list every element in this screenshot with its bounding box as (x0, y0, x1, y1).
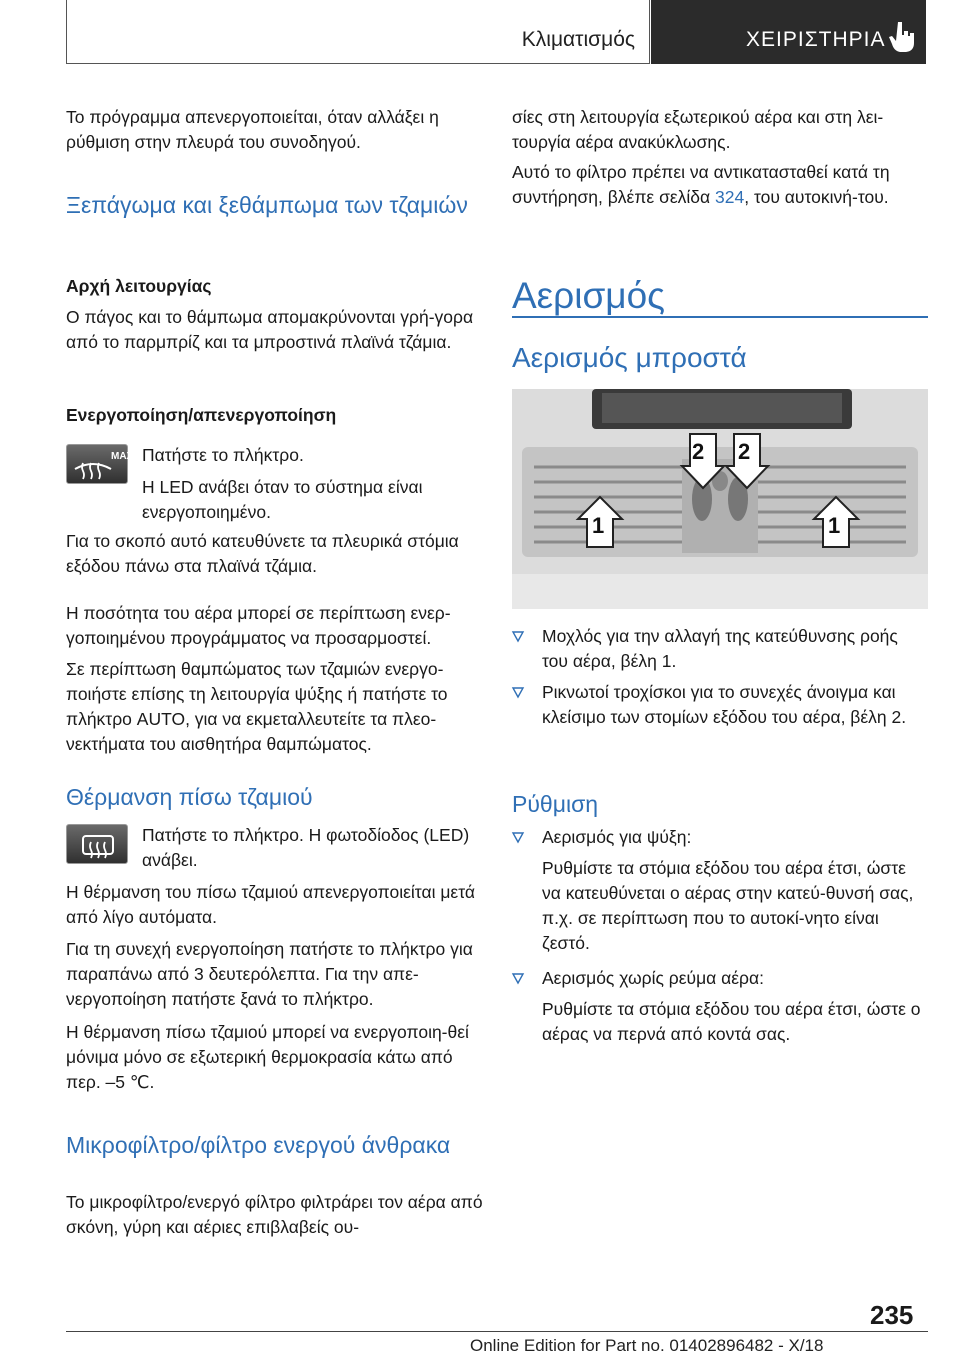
chapter-title: Αερισμός (512, 275, 666, 316)
adjust-heading: Ρύθμιση (512, 791, 599, 817)
edition-footer: Online Edition for Part no. 01402896482 - X/18 (470, 1336, 824, 1355)
press-button-text: Πατήστε το πλήκτρο. (142, 445, 304, 465)
bullet-thumbwheel-text: Ρικνωτοί τροχίσκοι για το συνεχές άνοιγμα και κλείσιμο των στομίων εξόδου του αέρα, βέλη 2. (542, 682, 907, 727)
list-item (512, 624, 928, 674)
svg-text:2: 2 (692, 439, 705, 464)
cooling-title: Αερισμός για ψύξη: (542, 827, 692, 847)
triangle-bullet-icon (512, 972, 524, 984)
svg-text:2: 2 (738, 439, 751, 464)
running-header (66, 0, 650, 64)
rear-defrost-button-image (66, 824, 128, 864)
list-item (512, 825, 928, 850)
max-label: MAX (111, 451, 134, 462)
list-item (512, 680, 928, 730)
front-ventilation-heading: Αερισμός μπροστά (512, 342, 747, 373)
filter-text: Το μικροφίλτρο/ενεργό φίλτρο φιλτράρει τον αέρα από σκόνη, γύρη και αέριες επιβλαβείς ου- (66, 1192, 483, 1237)
page-number: 235 (870, 1300, 914, 1330)
filter-replace-text (512, 160, 928, 210)
led-text: Η LED ανάβει όταν το σύστημα είναι ενεργοποιημένο. (142, 477, 423, 522)
rear-press-text: Πατήστε το πλήκτρο. Η φωτοδίοδος (LED) ανάβει. (142, 825, 470, 870)
defrost-heading: Ξεπάγωμα και ξεθάμπωμα των τζαμιών (66, 192, 468, 218)
list-item (512, 966, 928, 991)
rear-auto-off-text: Η θέρμανση του πίσω τζαμιού απενεργοποιείται μετά από λίγο αυτόματα. (66, 882, 475, 927)
header-manual-tab (651, 0, 926, 64)
footer-rule (66, 1331, 928, 1332)
triangle-bullet-icon (512, 831, 524, 843)
page-reference-link[interactable]: 324 (715, 187, 745, 207)
filter-replace-post: , του αυτοκινή-του. (744, 187, 889, 207)
intro-paragraph: Το πρόγραμμα απενεργοποιείται, όταν αλλάξει η ρύθμιση στην πλευρά του συνοδηγού. (66, 107, 439, 152)
header-manual-label: ΧΕΙΡΙΣΤΗΡΙΑ (746, 28, 886, 51)
activation-heading: Ενεργοποίηση/απενεργοποίηση (66, 405, 337, 425)
triangle-bullet-icon (512, 686, 524, 698)
max-defrost-button-image (66, 444, 134, 484)
chapter-rule (512, 316, 928, 318)
rear-window-heading: Θέρμανση πίσω τζαμιού (66, 784, 313, 810)
nodraft-text: Ρυθμίστε τα στόμια εξόδου του αέρα έτσι, ώστε ο αέρας να περνά από κοντά σας. (542, 999, 921, 1044)
svg-text:1: 1 (828, 513, 841, 538)
cooling-text: Ρυθμίστε τα στόμια εξόδου του αέρα έτσι, ώστε να κατευθύνεται ο αέρας στην κατεύ-θυνσή σας, π.χ. σε περίπτωση που το αυτοκί-νητο είναι ζεστό. (542, 858, 914, 953)
rear-permanent-text: Η θέρμανση πίσω τζαμιού μπορεί να ενεργοποιη-θεί μόνιμα μόνο σε εξωτερική θερμοκρασία κάτω από περ. –5 ℃. (66, 1022, 469, 1092)
fog-sensor-text: Σε περίπτωση θαμπώματος των τζαμιών ενεργο-ποιήστε επίσης τη λειτουργία ψύξης ή πατήστε το πλήκτρο AUTO, για να εκμεταλλευτείτε τα πλεο-νεκτήματα του αισθητήρα θαμπώματος. (66, 659, 448, 754)
bullet-lever-text: Μοχλός για την αλλαγή της κατεύθυνσης ροής του αέρα, βέλη 1. (542, 626, 898, 671)
header-section-title: Κλιματισμός (521, 28, 635, 51)
pointing-hand-icon (888, 20, 918, 54)
principle-paragraph: Ο πάγος και το θάμπωμα απομακρύνονται γρή-γορα από το παρμπρίζ και τα μπροστινά πλαϊνά τζάμια. (66, 307, 474, 352)
filter-heading: Μικροφίλτρο/φίλτρο ενεργού άνθρακα (66, 1132, 451, 1158)
rear-window-defrost-icon (67, 825, 129, 865)
filter-replace-pre: Αυτό το φίλτρο πρέπει να αντικατασταθεί κατά τη συντήρηση, βλέπε σελίδα (512, 162, 890, 207)
windshield-defrost-icon (67, 445, 134, 485)
filter-continued-text: σίες στη λειτουργία εξωτερικού αέρα και στη λει-τουργία αέρα ανακύκλωσης. (512, 107, 884, 152)
air-amount-text: Η ποσότητα του αέρα μπορεί σε περίπτωση ενερ-γοποιημένου προγράμματος να προσαρμοστεί. (66, 603, 451, 648)
front-vents-illustration (512, 389, 928, 609)
principle-heading: Αρχή λειτουργίας (66, 276, 212, 296)
triangle-bullet-icon (512, 630, 524, 642)
direct-vents-text: Για το σκοπό αυτό κατευθύνετε τα πλευρικά στόμια εξόδου πάνω στα πλαϊνά τζάμια. (66, 531, 459, 576)
svg-text:1: 1 (592, 513, 605, 538)
rear-continuous-text: Για τη συνεχή ενεργοποίηση πατήστε το πλήκτρο για παραπάνω από 3 δευτερόλεπτα. Για την απε-νεργοποίηση πατήστε ξανά το πλήκτρο. (66, 939, 473, 1009)
nodraft-title: Αερισμός χωρίς ρεύμα αέρα: (542, 968, 764, 988)
